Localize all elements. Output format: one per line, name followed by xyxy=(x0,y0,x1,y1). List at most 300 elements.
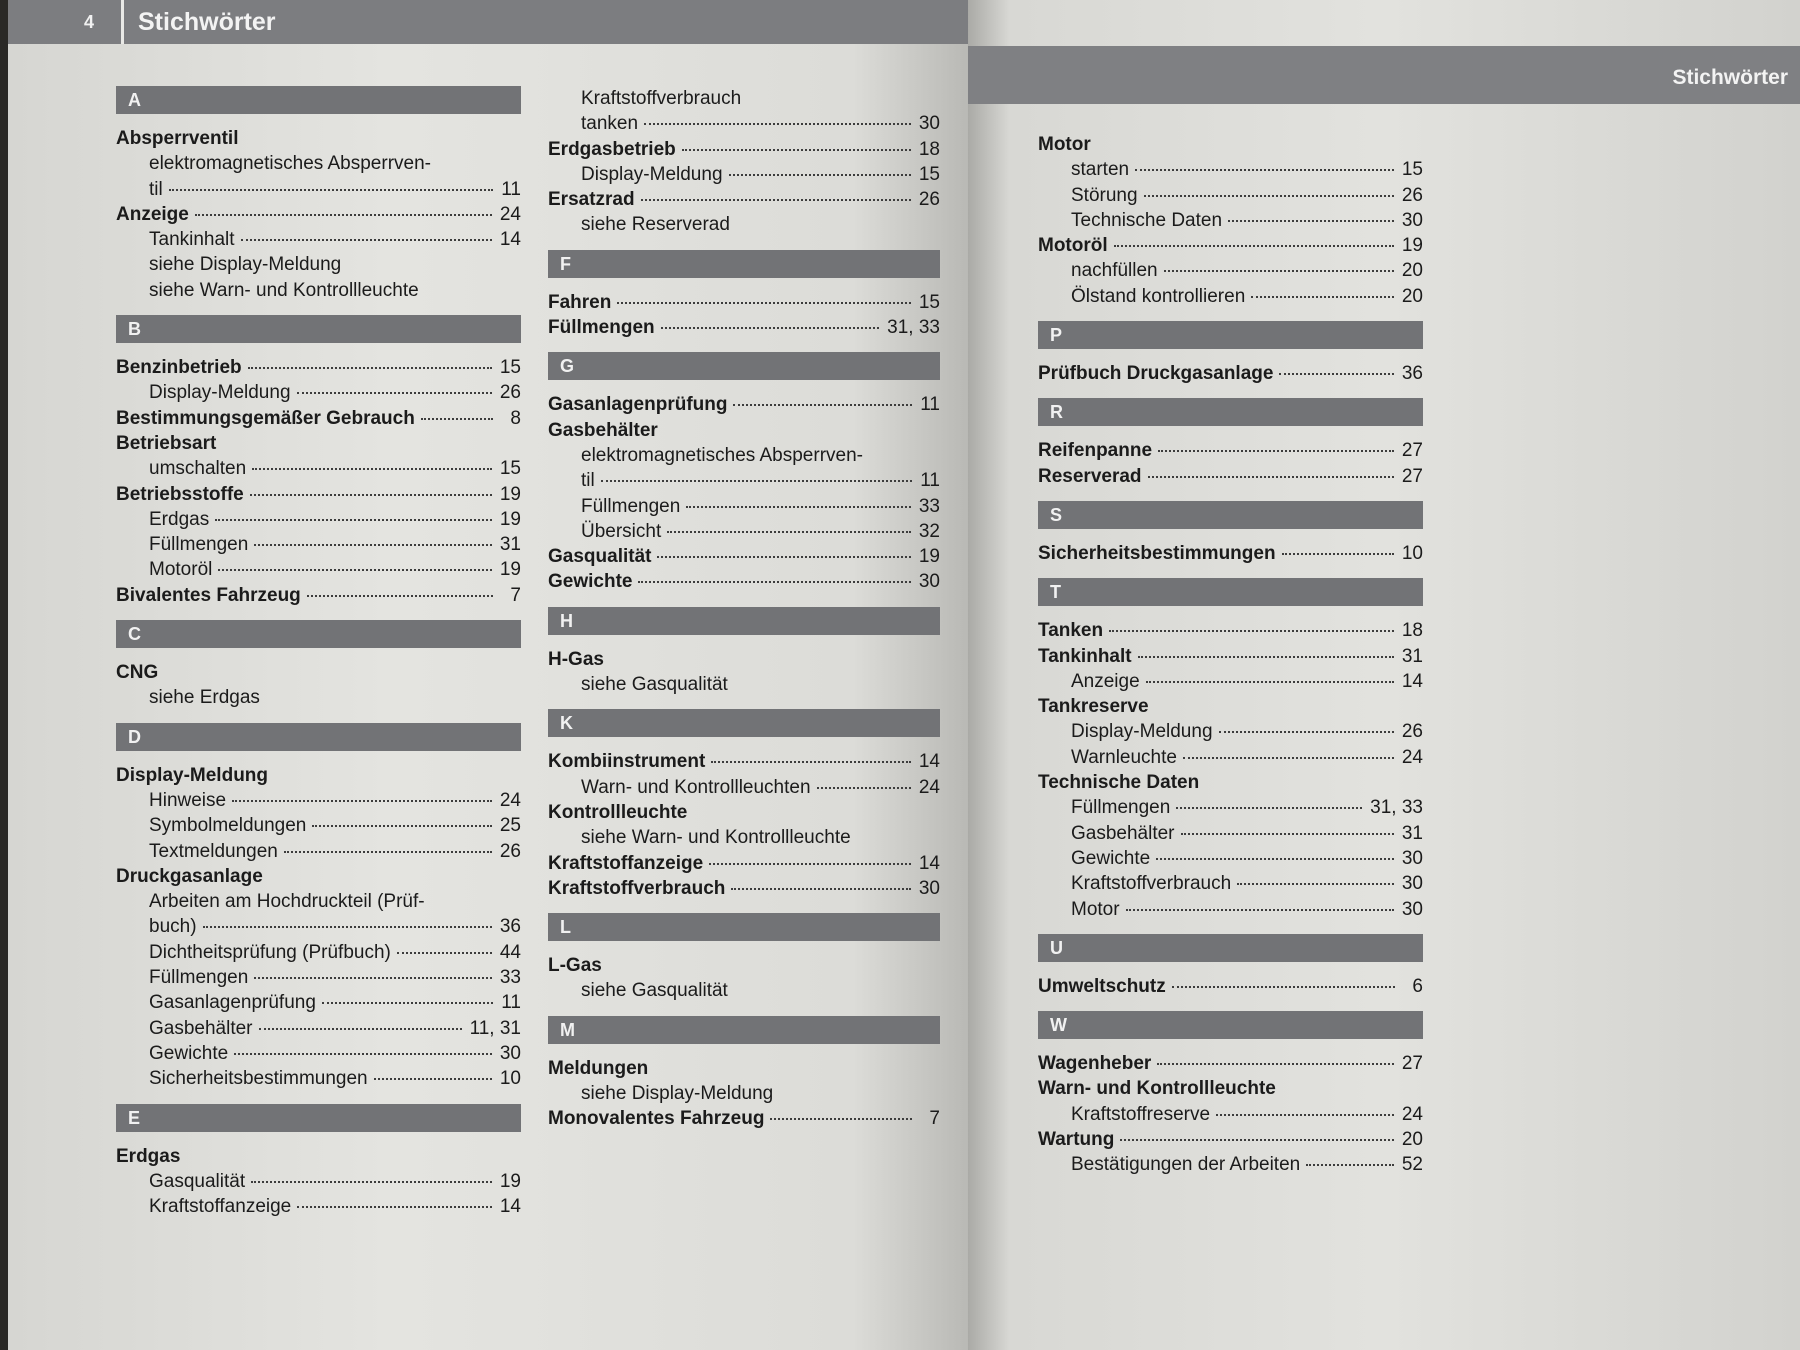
entry-page-number: 8 xyxy=(510,407,521,429)
entry-page-number: 24 xyxy=(499,789,521,811)
leader-dots xyxy=(657,555,910,558)
index-entry xyxy=(548,187,940,212)
entry-page-number: 15 xyxy=(499,458,521,480)
entry-term: tanken xyxy=(581,113,639,135)
entry-term: Display-Meldung xyxy=(1071,721,1213,743)
entry-page-number: 11, 31 xyxy=(469,1017,521,1039)
leader-dots xyxy=(770,1117,912,1120)
index-entry xyxy=(116,278,521,303)
leader-dots xyxy=(661,326,880,329)
index-entry xyxy=(116,583,521,608)
index-entry xyxy=(116,1016,521,1041)
index-entry xyxy=(548,825,940,850)
entry-term: Übersicht xyxy=(581,520,662,542)
leader-dots xyxy=(1158,449,1394,452)
entry-page-number: 26 xyxy=(499,840,521,862)
index-entry xyxy=(1038,719,1423,744)
entry-page-number: 20 xyxy=(1401,1129,1423,1151)
entry-term: Bestätigungen der Arbeiten xyxy=(1071,1154,1301,1176)
index-entry xyxy=(548,647,940,672)
entry-term: Motoröl xyxy=(149,559,213,581)
entry-term: Ölstand kontrollieren xyxy=(1071,285,1246,307)
entry-term: Anzeige xyxy=(116,203,189,225)
leader-dots xyxy=(312,824,491,827)
entry-page-number: 32 xyxy=(918,520,940,542)
index-entry xyxy=(548,519,940,544)
leader-dots xyxy=(248,366,492,369)
index-entry xyxy=(116,532,521,557)
entry-page-number: 26 xyxy=(1401,184,1423,206)
index-entry xyxy=(548,86,940,111)
entry-page-number: 14 xyxy=(499,1196,521,1218)
entry-term: Sicherheitsbestimmungen xyxy=(149,1068,368,1090)
index-entry xyxy=(1038,438,1423,463)
entry-term: Füllmengen xyxy=(149,534,249,556)
index-entry xyxy=(548,111,940,136)
right-page xyxy=(968,0,1800,1350)
leader-dots xyxy=(322,1001,493,1004)
entry-page-number: 30 xyxy=(1401,873,1423,895)
index-entry xyxy=(548,978,940,1003)
index-entry xyxy=(116,507,521,532)
entry-term: Motor xyxy=(1071,898,1120,920)
entry-term: Gasanlagenprüfung xyxy=(149,992,316,1014)
index-entry xyxy=(1038,208,1423,233)
index-entry xyxy=(1038,770,1423,795)
index-section xyxy=(116,315,521,608)
leader-dots xyxy=(1282,552,1394,555)
entry-term: CNG xyxy=(116,662,159,684)
leader-dots xyxy=(817,786,911,789)
index-entry xyxy=(116,965,521,990)
entry-page-number: 18 xyxy=(1401,620,1423,642)
entry-term: Gasqualität xyxy=(548,546,652,568)
entry-term: H-Gas xyxy=(548,648,604,670)
entry-page-number: 24 xyxy=(499,203,521,225)
index-section xyxy=(548,352,940,594)
entry-page-number: 27 xyxy=(1401,465,1423,487)
entry-page-number: 11 xyxy=(501,178,521,200)
leader-dots xyxy=(232,799,492,802)
entry-page-number: 33 xyxy=(918,495,940,517)
entry-term: Hinweise xyxy=(149,789,227,811)
entry-page-number: 27 xyxy=(1401,1053,1423,1075)
index-entry xyxy=(1038,183,1423,208)
index-section xyxy=(116,723,521,1092)
entry-term: Display-Meldung xyxy=(116,764,269,786)
index-entry xyxy=(116,355,521,380)
entry-term: Kontrollleuchte xyxy=(548,801,688,823)
index-entry xyxy=(116,431,521,456)
leader-dots xyxy=(682,148,911,151)
section-letter-bar: M xyxy=(548,1016,940,1044)
entry-page-number: 19 xyxy=(499,559,521,581)
leader-dots xyxy=(218,568,492,571)
section-letter-bar: W xyxy=(1038,1011,1423,1039)
entry-term: Symbolmeldungen xyxy=(149,815,307,837)
leader-dots xyxy=(250,493,492,496)
entry-term: Prüfbuch Druckgasanlage xyxy=(1038,363,1274,385)
entry-page-number: 31, 33 xyxy=(1370,797,1423,819)
entry-page-number: 7 xyxy=(510,584,521,606)
entry-page-number: 30 xyxy=(1401,209,1423,231)
leader-dots xyxy=(1216,1113,1394,1116)
entry-page-number: 19 xyxy=(499,1170,521,1192)
index-section xyxy=(1038,501,1423,566)
entry-term: Erdgas xyxy=(149,508,210,530)
entry-term: Kraftstoffverbrauch xyxy=(1071,873,1232,895)
entry-term: siehe Warn- und Kontrollleuchte xyxy=(149,279,419,301)
index-entry xyxy=(116,839,521,864)
entry-term: siehe Warn- und Kontrollleuchte xyxy=(581,827,851,849)
leader-dots xyxy=(252,467,492,470)
entry-term: Absperrventil xyxy=(116,128,239,149)
index-section xyxy=(1038,1011,1423,1177)
entry-term: Motor xyxy=(1038,134,1091,155)
index-section xyxy=(548,709,940,901)
index-entry xyxy=(1038,821,1423,846)
index-entry xyxy=(548,315,940,340)
leader-dots xyxy=(1144,194,1394,197)
index-entry xyxy=(116,252,521,277)
index-entry xyxy=(116,914,521,939)
index-entry xyxy=(548,137,940,162)
entry-term: siehe Gasqualität xyxy=(581,674,728,696)
index-entry xyxy=(116,1169,521,1194)
leader-dots xyxy=(241,238,492,241)
section-letter-bar: L xyxy=(548,913,940,941)
index-entry xyxy=(548,468,940,493)
leader-dots xyxy=(617,301,911,304)
index-entry xyxy=(1038,1152,1423,1177)
entry-page-number: 24 xyxy=(918,776,940,798)
leader-dots xyxy=(686,505,911,508)
leader-dots xyxy=(1120,1138,1394,1141)
section-letter-bar: H xyxy=(548,607,940,635)
leader-dots xyxy=(729,173,911,176)
entry-page-number: 31 xyxy=(1401,822,1423,844)
leader-dots xyxy=(1126,908,1394,911)
entry-term: Füllmengen xyxy=(149,967,249,989)
section-letter-bar: T xyxy=(1038,578,1423,606)
entry-page-number: 14 xyxy=(918,751,940,773)
index-entry xyxy=(548,749,940,774)
entry-term: Gewichte xyxy=(548,571,633,593)
index-entry xyxy=(116,685,521,710)
index-entry xyxy=(1038,846,1423,871)
index-entry xyxy=(548,494,940,519)
entry-term: Druckgasanlage xyxy=(116,865,263,887)
leader-dots xyxy=(667,530,911,533)
leader-dots xyxy=(284,850,492,853)
entry-term: Erdgas xyxy=(116,1145,181,1167)
entry-page-number: 31, 33 xyxy=(887,317,940,339)
entry-page-number: 20 xyxy=(1401,285,1423,307)
entry-page-number: 36 xyxy=(499,916,521,938)
entry-page-number: 19 xyxy=(499,483,521,505)
section-letter-bar: U xyxy=(1038,934,1423,962)
entry-term: Wagenheber xyxy=(1038,1053,1152,1075)
entry-page-number: 10 xyxy=(499,1068,521,1090)
index-entry xyxy=(116,227,521,252)
leader-dots xyxy=(169,188,493,191)
header-divider xyxy=(121,0,124,44)
entry-term: Gasbehälter xyxy=(1071,822,1175,844)
section-letter-bar: B xyxy=(116,315,521,343)
entry-term: elektromagnetisches Absperrven- xyxy=(581,444,863,466)
index-entry xyxy=(548,569,940,594)
leader-dots xyxy=(1157,1062,1394,1065)
entry-term: nachfüllen xyxy=(1071,260,1158,282)
entry-term: Gasbehälter xyxy=(548,419,658,441)
entry-term: siehe Gasqualität xyxy=(581,980,728,1002)
entry-page-number: 36 xyxy=(1401,363,1423,385)
index-section xyxy=(1038,578,1423,922)
entry-page-number: 30 xyxy=(499,1042,521,1064)
page-title: Stichwörter xyxy=(1672,66,1788,89)
leader-dots xyxy=(1109,629,1394,632)
entry-term: Warnleuchte xyxy=(1071,746,1177,768)
index-entry xyxy=(548,1081,940,1106)
entry-term: Reserverad xyxy=(1038,465,1142,487)
entry-term: Technische Daten xyxy=(1071,209,1223,231)
entry-term: Gasbehälter xyxy=(149,1017,253,1039)
index-entry xyxy=(1038,694,1423,719)
leader-dots xyxy=(1176,806,1362,809)
entry-term: buch) xyxy=(149,916,197,938)
entry-term: L-Gas xyxy=(548,955,602,977)
index-entry xyxy=(116,1041,521,1066)
entry-term: Tankinhalt xyxy=(1038,645,1132,667)
index-entry xyxy=(116,1194,521,1219)
leader-dots xyxy=(644,122,911,125)
entry-term: Gewichte xyxy=(149,1042,229,1064)
section-letter-bar: D xyxy=(116,723,521,751)
index-entry xyxy=(116,380,521,405)
entry-page-number: 14 xyxy=(499,229,521,251)
entry-page-number: 19 xyxy=(918,546,940,568)
entry-term: Warn- und Kontrollleuchten xyxy=(581,776,811,798)
entry-term: Bivalentes Fahrzeug xyxy=(116,584,301,606)
entry-term: Füllmengen xyxy=(548,317,655,339)
index-entry xyxy=(116,151,521,176)
index-section xyxy=(548,913,940,1004)
leader-dots xyxy=(1237,882,1394,885)
index-entry xyxy=(1038,795,1423,820)
entry-term: Gasqualität xyxy=(149,1170,246,1192)
page-title: Stichwörter xyxy=(138,8,276,36)
index-entry xyxy=(548,953,940,978)
index-entry xyxy=(548,1106,940,1131)
leader-dots xyxy=(733,403,912,406)
leader-dots xyxy=(1148,475,1394,478)
page-header xyxy=(968,46,1800,104)
entry-page-number: 15 xyxy=(918,163,940,185)
entry-term: Erdgasbetrieb xyxy=(548,138,676,160)
leader-dots xyxy=(601,479,912,482)
entry-term: til xyxy=(149,178,163,200)
entry-term: Füllmengen xyxy=(1071,797,1171,819)
index-entry xyxy=(1038,361,1423,386)
entry-page-number: 31 xyxy=(1401,645,1423,667)
leader-dots xyxy=(203,925,492,928)
leader-dots xyxy=(711,760,911,763)
index-entry xyxy=(1038,618,1423,643)
leader-dots xyxy=(1181,832,1394,835)
index-section xyxy=(116,1104,521,1220)
entry-page-number: 30 xyxy=(918,877,940,899)
leader-dots xyxy=(259,1027,462,1030)
leader-dots xyxy=(297,391,492,394)
leader-dots xyxy=(307,594,493,597)
index-entry xyxy=(116,456,521,481)
leader-dots xyxy=(1146,680,1394,683)
index-entry xyxy=(548,418,940,443)
index-entry xyxy=(1038,745,1423,770)
index-entry xyxy=(116,889,521,914)
page-number: 4 xyxy=(84,12,95,32)
index-entry xyxy=(1038,1051,1423,1076)
entry-term: Sicherheitsbestimmungen xyxy=(1038,542,1276,564)
index-entry xyxy=(548,392,940,417)
entry-term: siehe Reserverad xyxy=(581,214,730,236)
entry-page-number: 25 xyxy=(499,815,521,837)
index-entry xyxy=(116,660,521,685)
index-entry xyxy=(548,544,940,569)
index-entry xyxy=(116,1144,521,1169)
index-column-1 xyxy=(116,86,521,1231)
entry-term: starten xyxy=(1071,159,1130,181)
entry-page-number: 15 xyxy=(918,291,940,313)
entry-page-number: 30 xyxy=(918,113,940,135)
section-letter-bar: A xyxy=(116,86,521,114)
entry-term: Warn- und Kontrollleuchte xyxy=(1038,1078,1276,1100)
entry-page-number: 18 xyxy=(918,138,940,160)
entry-term: Monovalentes Fahrzeug xyxy=(548,1108,765,1130)
index-section xyxy=(548,86,940,238)
entry-page-number: 26 xyxy=(918,189,940,211)
entry-term: Umweltschutz xyxy=(1038,975,1166,997)
entry-term: elektromagnetisches Absperrven- xyxy=(149,153,431,175)
entry-page-number: 11 xyxy=(501,992,521,1014)
leader-dots xyxy=(234,1052,492,1055)
index-section xyxy=(1038,132,1423,309)
left-page xyxy=(8,0,968,1350)
leader-dots xyxy=(641,198,911,201)
entry-page-number: 19 xyxy=(1401,235,1423,257)
entry-term: Meldungen xyxy=(548,1057,649,1079)
section-letter-bar: G xyxy=(548,352,940,380)
index-entry xyxy=(116,1066,521,1091)
entry-page-number: 10 xyxy=(1401,542,1423,564)
entry-term: siehe Display-Meldung xyxy=(581,1083,774,1105)
index-section xyxy=(116,620,521,711)
leader-dots xyxy=(421,417,493,420)
entry-page-number: 14 xyxy=(918,852,940,874)
index-entry xyxy=(116,864,521,889)
index-entry xyxy=(1038,644,1423,669)
index-entry xyxy=(1038,871,1423,896)
entry-term: Motoröl xyxy=(1038,235,1108,257)
index-entry xyxy=(1038,897,1423,922)
section-letter-bar: E xyxy=(116,1104,521,1132)
index-entry xyxy=(116,202,521,227)
entry-term: siehe Display-Meldung xyxy=(149,254,342,276)
entry-term: Benzinbetrieb xyxy=(116,357,242,379)
index-section xyxy=(1038,398,1423,489)
index-entry xyxy=(548,775,940,800)
entry-term: Kraftstoffverbrauch xyxy=(548,877,726,899)
entry-term: Kraftstoffreserve xyxy=(1071,1103,1211,1125)
index-entry xyxy=(548,212,940,237)
index-entry xyxy=(116,126,521,151)
index-entry xyxy=(1038,1127,1423,1152)
entry-page-number: 31 xyxy=(499,534,521,556)
entry-page-number: 30 xyxy=(918,571,940,593)
entry-term: Störung xyxy=(1071,184,1138,206)
leader-dots xyxy=(195,213,492,216)
leader-dots xyxy=(1306,1163,1394,1166)
index-entry xyxy=(1038,464,1423,489)
index-entry xyxy=(1038,974,1423,999)
index-section xyxy=(1038,321,1423,386)
index-entry xyxy=(116,482,521,507)
section-letter-bar: K xyxy=(548,709,940,737)
section-letter-bar: P xyxy=(1038,321,1423,349)
entry-page-number: 7 xyxy=(929,1108,940,1130)
entry-term: Arbeiten am Hochdruckteil (Prüf- xyxy=(149,891,425,913)
leader-dots xyxy=(1219,730,1394,733)
entry-term: Bestimmungsgemäßer Gebrauch xyxy=(116,407,415,429)
leader-dots xyxy=(1279,372,1393,375)
leader-dots xyxy=(215,518,492,521)
leader-dots xyxy=(374,1077,492,1080)
entry-term: Display-Meldung xyxy=(581,163,723,185)
entry-page-number: 27 xyxy=(1401,440,1423,462)
leader-dots xyxy=(1138,655,1394,658)
index-section xyxy=(548,250,940,341)
index-entry xyxy=(548,290,940,315)
entry-page-number: 24 xyxy=(1401,1103,1423,1125)
leader-dots xyxy=(297,1205,492,1208)
index-entry xyxy=(1038,1076,1423,1101)
entry-term: Füllmengen xyxy=(581,495,681,517)
leader-dots xyxy=(1251,295,1394,298)
entry-term: Display-Meldung xyxy=(149,382,291,404)
index-entry xyxy=(1038,258,1423,283)
entry-term: Dichtheitsprüfung (Prüfbuch) xyxy=(149,941,391,963)
index-section xyxy=(1038,934,1423,999)
entry-page-number: 15 xyxy=(499,357,521,379)
entry-term: Textmeldungen xyxy=(149,840,278,862)
index-column-2 xyxy=(548,86,940,1144)
index-entry xyxy=(548,672,940,697)
entry-term: umschalten xyxy=(149,458,247,480)
index-entry xyxy=(1038,284,1423,309)
leader-dots xyxy=(1135,168,1394,171)
index-entry xyxy=(1038,157,1423,182)
index-entry xyxy=(116,763,521,788)
entry-page-number: 11 xyxy=(920,470,940,492)
leader-dots xyxy=(1164,269,1394,272)
entry-term: Gasanlagenprüfung xyxy=(548,394,728,416)
entry-term: Anzeige xyxy=(1071,670,1140,692)
index-entry xyxy=(548,851,940,876)
leader-dots xyxy=(254,976,492,979)
index-entry xyxy=(1038,132,1423,157)
index-entry xyxy=(548,1056,940,1081)
index-section xyxy=(548,1016,940,1132)
